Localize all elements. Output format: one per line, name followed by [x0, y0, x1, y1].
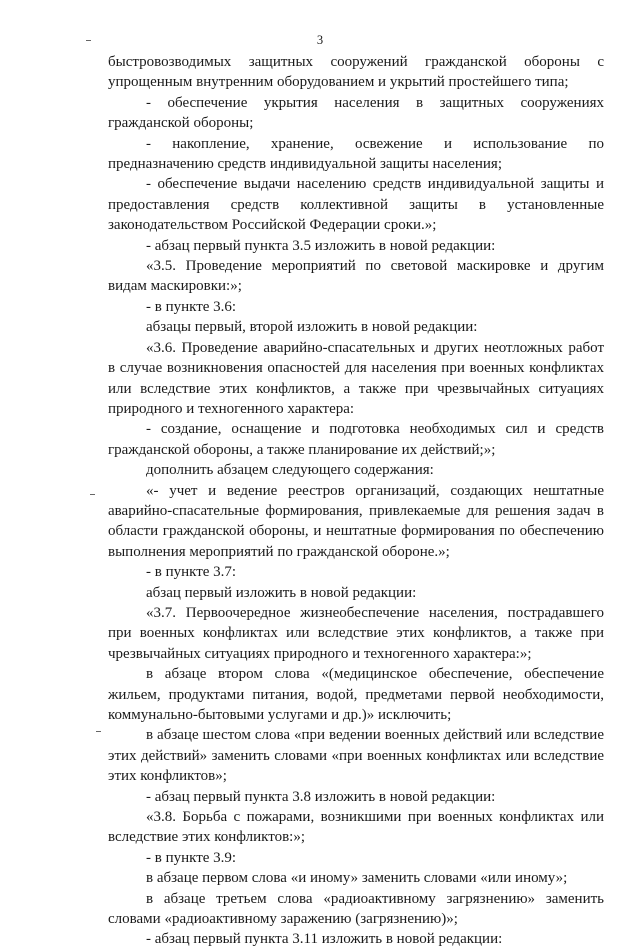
- paragraph: «3.7. Первоочередное жизнеобеспечение населения, пострадавшего при военных конфликтах или вследствие этих конфликтов, а также при чрезвычайных ситуациях природного и техногенного характера:»;: [108, 604, 604, 662]
- paragraph: в абзаце втором слова «(медицинское обеспечение, обеспечение жильем, продуктами питания, водой, предметами первой необходимости, коммунально-бытовыми услугами и др.)» исключить;: [108, 666, 604, 723]
- margin-mark: [90, 494, 95, 495]
- paragraph: - абзац первый пункта 3.5 изложить в новой редакции:: [146, 237, 496, 254]
- paragraph: в абзаце шестом слова «при ведении военных действий или вследствие этих действий» заменить словами «при военных конфликтах или вследствие этих конфликтов»;: [108, 727, 604, 785]
- paragraph: «3.5. Проведение мероприятий по световой маскировке и другим видам маскировки:»;: [108, 258, 604, 295]
- paragraph: - абзац первый пункта 3.8 изложить в новой редакции:: [146, 788, 496, 805]
- paragraph: - абзац первый пункта 3.11 изложить в новой редакции:: [146, 931, 503, 948]
- paragraph: абзац первый изложить в новой редакции:: [146, 584, 417, 601]
- paragraph: «3.8. Борьба с пожарами, возникшими при военных конфликтах или вследствие этих конфликтов:»;: [108, 809, 604, 846]
- document-body: [108, 52, 604, 950]
- margin-mark: [86, 40, 91, 41]
- paragraph: - обеспечение укрытия населения в защитных сооружениях гражданской обороны;: [108, 94, 604, 132]
- paragraph: - в пункте 3.6:: [146, 298, 237, 315]
- paragraph: - накопление, хранение, освежение и использование по предназначению средств индивидуальной защиты населения;: [108, 135, 604, 173]
- paragraph: быстровозводимых защитных сооружений гражданской обороны с упрощенным внутренним оборудованием и укрытий простейшего типа;: [108, 54, 604, 91]
- paragraph: - в пункте 3.7:: [146, 564, 237, 581]
- paragraph: - обеспечение выдачи населению средств индивидуальной защиты и предоставления средств коллективной защиты в установленные законодательством Российской Федерации сроки.»;: [108, 176, 604, 234]
- paragraph: «- учет и ведение реестров организаций, создающих нештатные аварийно-спасательные формирования, привлекаемые для решения задач в области гражданской обороны, и нештатные формирования по обеспечению выполнения мероприятий по гражданской обороне.»;: [108, 482, 604, 560]
- paragraph: дополнить абзацем следующего содержания:: [146, 462, 434, 479]
- paragraph: - в пункте 3.9:: [146, 849, 237, 866]
- page-number: 3: [316, 33, 324, 47]
- paragraph: абзацы первый, второй изложить в новой редакции:: [146, 319, 478, 336]
- paragraph: в абзаце третьем слова «радиоактивному загрязнению» заменить словами «радиоактивному заражению (загрязнению)»;: [108, 890, 604, 928]
- paragraph: в абзаце первом слова «и иному» заменить словами «или иному»;: [146, 870, 568, 887]
- margin-mark: [96, 731, 101, 732]
- paragraph: - создание, оснащение и подготовка необходимых сил и средств гражданской обороны, а также планирование их действий;»;: [108, 421, 604, 458]
- paragraph: «3.6. Проведение аварийно-спасательных и других неотложных работ в случае возникновения опасностей для населения при военных конфликтах или вследствие этих конфликтов, а также при чрезвычайных ситуациях природного и техногенного характера:: [108, 339, 604, 417]
